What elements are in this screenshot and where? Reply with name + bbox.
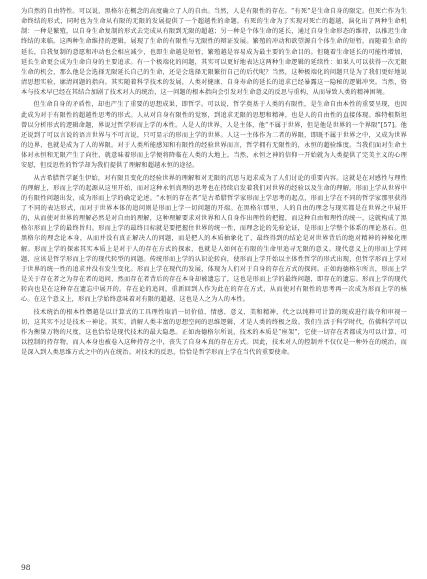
page-number: 98 — [21, 563, 31, 572]
paragraph: 但生命自身的矛盾性，却也产生了重要的思想成果，即哲学。可以说，哲学奠基于人类的有限性，是生命自由本性的重要呈现，也因此成为对于有限性的超越性思考的形式。人从对自身有限性的觉察，到追求无限的思想和精神，也是人的自由性的直接体现。维特根斯坦曾以分析形式的逻辑命题，界说过哲学形而上学的本性。人是人的世界，人是主体，他“不属于世界，但是他是世界的一个界限”[57]。他还说到了可以言说的语言世界与不可言说，只可显示的形而上学的世界。人这一主体作为二者的界限，即既不属于世界之中，又成为世界的边界，也就是成为了人的界限。对于人类所能感知和有限性的经验世界而言，哲学拥有无限性的，永恒的超验维度。当我们面对生命主体对永恒和无限产生了向往，就意味着形而上学便将降临在人类的大地上。当然，永恒之神的信仰一开始就为人类提供了完美主义的心理安慰，但反思性的哲学却为我们提供了理解和超越永恒的途径。 — [21, 101, 407, 170]
paragraph-continued: 为自然的自由特性。可以说，黑格尔在概念的高度确立了人的自由。当然，人是有限性的存在。“有死”是生命自身的限定。但死亡作为生命终结的形式，同时也为生命从有限的无限的发展提供了一个超越性的命题。有死的生命为了实现对死亡的超越，演化出了两种生命机制：一种是繁殖，以自身生命复制的形式去完成从有限到无限的超越；另一种是个体生命的延长，通过自身生命形态的维持，以推迟生命终结的来临。这两种生命维持的逻辑，展现了生命的有限性与无限性的辩证发展。繁殖的冲动和欲望源自个体生命的短暂，而随着生命的延长，自我复制的意愿和冲动也会相应减少，也即生命越是短暂，繁殖越是容易成为最主要的生命目的。但随着生命延长的可能性增加，延长生命更会成为生命自身的主要追求。有一个极端化的问题，其实可以更好地表达这两种生命逻辑的延续性：如果人可以获得一次无限生命的机会，那么他是会选择无限延长自己的生命，还是会选择无限繁衍自己的后代呢？当然，这种极端化的问题只是为了我们更好地说清思想实验，廓清问题的指向。其实随着科学技术的发展，人类对健康、自身寿命的延长的追求已经暴露这一隐秘的逻辑冲突。当然，资本与技术早已经在其结合加剧了技术对人的统治，这一问题的根本指向会引发对生命意义的反思与重构，从而导致人类的精神困境。 — [21, 8, 407, 97]
body-text — [21, 7, 407, 358]
paragraph: 技术统治的根本性僭越是以计算式的工具理性取消一切价值、情感、意义、美和精神，代之以纯粹可计算的现成进行裁夺和审视一切，这其实不过是技术一神论。其实，消解人类丰富的思想空间的思维逻辑，才是人类的终极之敌。我们生活于科学时代，仿佛科学可以作为衡量万物的尺度，这也恰恰是现代技术的最大隐患。正如海德格尔所说，技术的本质是“座架”，它使一切存在者都成为可以计算、可以控制的持存物，而人本身也被卷入这种持存之中，丧失了自身本真的存在方式。因此，技术对人的控制并不仅仅是一种外在的统治，而是深入到人类思维方式之中的内在统治。对技术的反思，恰恰是哲学形而上学在当代的重要使命。 — [21, 308, 407, 357]
paragraph: 从古希腊哲学诞生伊始，对有限且变化的经验世界的理解和对无限的沉思与追求成为了人们讨论的重要内容。这就是在对感性与理性的理解上，形而上学的起源从这里开始，而对这种永恒真理的思考也在持续启发着我们对世界的经验以及生命的理解。形而上学从世界中的有限性问题出发，成为形而上学的确定论述。“永恒的存在者”是古希腊哲学家形而上学思考的起点，形而上学在不同的哲学家那里获得了不同的表达形式，而对于世界本体的追问则是形而上学一切问题的开端。在黑格尔那里，人的自由的理念与现实都是在世界之中展开的，从而使对世界的理解必然是对自由的理解，这种理解要求对世界和人自身作出理性的把握，而这种自由和理性的统一，这就构成了黑格尔形而上学的最终旨归。形而上学的最终目标就是要把握住世界的统一性，而理念论的先验论证，是形而上学整个体系的理论基石。但黑格尔的理念论本身，从而并没有真正解决人的问题，而是把人的本质抽象化了，最终得到的结论是对世界背后的绝对精神的神秘化理解。形而上学的探索其实本质上是对于人的存在方式的探索，也就是人如何在有限的生命里追寻无限的意义。现代意义上的形而上学问题，应该是哲学形而上学的现代转型的问题。传统形而上学的认识论转向，使形而上学开始以主体性哲学的形式出现，但哲学形而上学对于世界的统一性的追求并没有发生变化。形而上学在现代的发展，体现为人们对于自身的存在方式的探问。正如海德格尔所言，形而上学是关于存在者之为存在者的追问，然而存在者背后的存在本身却被遗忘了，这也是形而上学的最终问题，即存在的遗忘。形而上学的现代转向也是在这种存在遗忘中展开的。存在论的追问，重新回到人作为此在的存在方式，从而使对有限性的思考再一次成为形而上学的核心。在这个意义上，形而上学始终意味着对有限的超越，这也是人之为人的本性。 — [21, 174, 407, 304]
